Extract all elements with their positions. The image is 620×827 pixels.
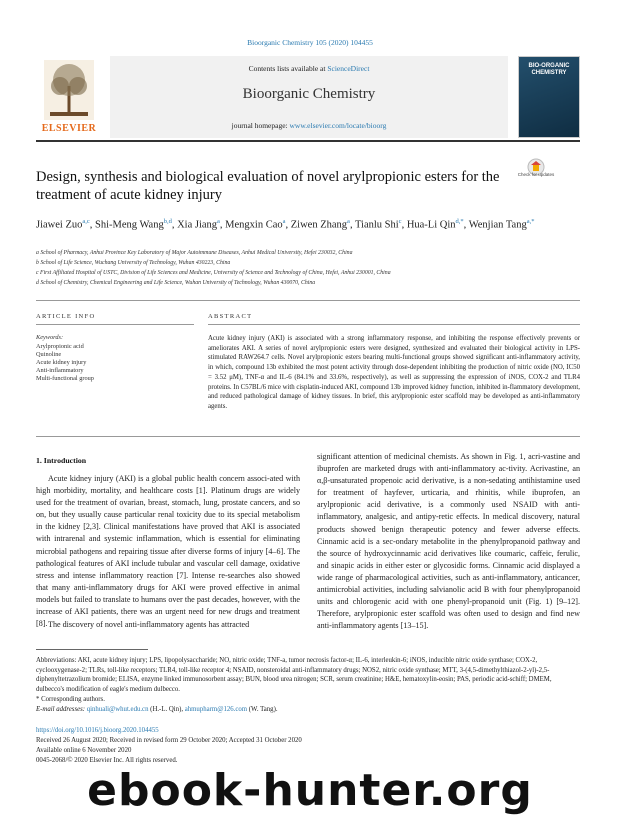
contents-line xyxy=(110,64,508,73)
keyword-item: Quinoline xyxy=(36,351,62,358)
doi-link[interactable]: https://doi.org/10.1016/j.bioorg.2020.104455 xyxy=(36,727,159,734)
watermark: ebook-hunter.org xyxy=(87,765,533,816)
header-rule xyxy=(36,140,580,142)
check-for-updates-label: Check for updates xyxy=(517,172,555,177)
abstract-heading: ABSTRACT xyxy=(208,313,253,320)
abstract-text: Acute kidney injury (AKI) is associated with a strong inflammatory response, and inhibiting the response effectively prevents or ameliorates AKI. A series of novel arylpropionic esters were designed, synthesized and evaluated their biological activity in LPS-stimulated RAW264.7 cells. Novel arylpropionic esters bearing multi-functional groups showed significant anti-inflammatory activity, in which, compound 13b exhibited the most potent activity through dose-dependent inhibiting the production of nitric oxide (NO, IC50 = 3.52 μM), TNF-α and IL-6 (84.1% and 33.6%, respectively), as well as suppressing the expression of iNOS, COX-2 and TLR4 proteins. In C57BL/6 mice with cisplatin-induced AKI, compound 13b improved kidney function, inhibited in-flammatory development, and reduced pathological damage of kidney tissues. In brief, this arylpropionic ester scaffold may be developed as anti-inflammatory agents. xyxy=(208,335,580,410)
author-name: Shi-Meng Wang xyxy=(95,219,164,231)
affiliation-b: b School of Life Science, Wuchang University of Technology, Wuhan 430223, China xyxy=(36,260,231,266)
affiliation-rule xyxy=(36,300,580,301)
author-name: Mengxin Cao xyxy=(225,219,283,231)
online-date: Available online 6 November 2020 xyxy=(36,747,132,754)
keywords-label: Keywords: xyxy=(36,334,64,341)
author-list: Jiawei Zuo$^{a,c}$, Shi-Meng Wang$^{b,d}$, Xia Jiang$^a$, Mengxin Cao$^a$, Ziwen Zhang$^a$, Tianlu Shi$^c$, Hua-Li Qin$^{d,*}$, Wenjian Tang$^{a,*}$ xyxy=(36,218,535,231)
email-prefix: E-mail addresses: xyxy=(36,706,87,713)
abstract-rule xyxy=(208,324,580,325)
author-name: Ziwen Zhang xyxy=(290,219,348,231)
elsevier-wordmark: ELSEVIER xyxy=(41,123,97,134)
article-title: Design, synthesis and biological evaluation of novel arylpropionic esters for the treatment of acute kidney injury xyxy=(36,169,500,203)
keyword-item: Arylpropionic acid xyxy=(36,343,84,350)
keyword-item: Anti-inflammatory xyxy=(36,367,84,374)
affiliation-c: c First Affiliated Hospital of USTC, Division of Life Sciences and Medicine, University of Science and Technology of China, Hefei, Anhui 230001, China xyxy=(36,270,391,276)
sciencedirect-link[interactable]: ScienceDirect xyxy=(327,64,370,73)
affiliation-d: d School of Chemistry, Chemical Engineering and Life Science, Wuhan University of Technology, Wuhan 430070, China xyxy=(36,280,316,286)
intro-right-column: significant attention of medicinal chemists. As shown in Fig. 1, acri-vastine and ibuprofen are marketed drugs with anti-inflammatory ac-tivity. Acrivastine, an α,β-unsaturated propenoic acid derivative, is a non-sedating antihistamine used for treatment of hayfever, urticaria, and rhinitis, while ibuprofen, an arylpropionic acid derivative, is a commonly used NSAID with anti-inflammatory, analgesic, and antipy-retic effects. In medical discovery, natural products showed benign therapeutic potency and fewer adverse effects. Cinnamic acid is a sec-ondary metabolite in the phenylpropanoid pathway and the source of hydroxycinnamic acid derivatives like coumaric, caffeic, ferulic, and sinapic acids in either ester or glycosidic forms. Cinnamic acid displayed a wide range of pharmacological activities, such as anti-inflammatory, anticancer, antimicrobial activities, including salvianolic acid B with four phenylpropanoid units and chlorogenic acid with one phenyl-propanoid unit (Fig. 1) [9–12]. Therefore, arylpropionic ester scaffold was often used to design and find new anti-inflammatory agents [13–15]. xyxy=(317,452,580,631)
abbreviations-footnote: Abbreviations: AKI, acute kidney injury; LPS, lipopolysaccharide; NO, nitric oxide; TNF-a, tumor necrosis factor-α; IL-6, interleukin-6; iNOS, inducible nitric oxide synthase; COX-2, cyclooxygenase-2; TLRs, toll-like receptors; TLR4, toll-like receptor 4; NSAID, nonsteroidal anti-inflammatory drugs; NOS2, nitric oxide synthase; MTT, 3-(4,5-dimethylthiazol-2-yl)-2,5-diphenyltetrazolium bromide; ELISA, enzyme linked immunosorbent assay; BUN, blood urea nitrogen; SCR, serum creatinine; H&E, hematoxylin-eosin; PAS, periodic acid-schiff; DMEM, dulbecco's modification of eagle's medium dulbecco. xyxy=(36,657,552,693)
journal-reference[interactable]: Bioorganic Chemistry 105 (2020) 104455 xyxy=(247,38,373,47)
author-affiliation-mark[interactable]: c xyxy=(398,218,402,225)
journal-cover-title: BIO-ORGANIC CHEMISTRY xyxy=(528,63,570,76)
email-link[interactable]: ahmupharm@126.com xyxy=(184,706,248,713)
email-footnote xyxy=(36,705,580,715)
journal-name: Bioorganic Chemistry xyxy=(242,86,376,102)
author-affiliation-mark[interactable]: a xyxy=(347,218,350,225)
introduction-heading: 1. Introduction xyxy=(36,456,87,465)
intro-paragraph-1: Acute kidney injury (AKI) is a global public health concern associ-ated with high morbidity, mortality, and healthcare costs [1]. Platinum drugs are widely used for the treatment of ovarian, breast, stomach, lung, prostate cancers, and so on, but they usually cause particular renal toxicity due to its special metabolism in the kidney [2,3]. Clinical manifestations have proved that AKI is associated with intrarenal and systemic inflammation, which is essential for eliminating microbial pathogens and repairing tissue after diverse forms of injury [4–6]. The pathological features of AKI include tubular and vascular cell damage, oxidative stress and intense inflammatory reaction [7]. Intense re-searches also showed that many anti-inflammatory drugs for AKI were proved effective in animal models but failed to translate to humans over the past decades, however, with the increase of AKI patients, there was an urgent need for new drugs and treatment [8]. xyxy=(36,474,300,629)
contents-prefix: Contents lists available at xyxy=(248,64,328,73)
homepage-line xyxy=(110,121,508,130)
homepage-prefix: journal homepage: xyxy=(231,121,290,130)
article-info-heading: ARTICLE INFO xyxy=(36,313,96,320)
email-owner: (H.-L. Qin), xyxy=(148,706,185,713)
keyword-item: Multi-functional group xyxy=(36,375,94,382)
homepage-link[interactable]: www.elsevier.com/locate/bioorg xyxy=(289,121,387,130)
received-dates: Received 26 August 2020; Received in revised form 29 October 2020; Accepted 31 October 2020 xyxy=(36,737,302,744)
keyword-item: Acute kidney injury xyxy=(36,359,87,366)
author-name: Hua-Li Qin xyxy=(406,219,456,231)
email-owner: (W. Tang). xyxy=(247,706,278,713)
author-affiliation-mark[interactable]: a,c xyxy=(82,218,90,225)
author-name: Tianlu Shi xyxy=(355,219,399,231)
article-info-rule xyxy=(36,324,194,325)
author-affiliation-mark[interactable]: a,* xyxy=(526,218,535,225)
corresponding-footnote: * Corresponding authors. xyxy=(36,696,105,703)
affiliation-a: a School of Pharmacy, Anhui Province Key Laboratory of Major Autoimmune Diseases, Anhui Medical University, Hefei 230032, China xyxy=(36,250,353,256)
copyright: 0045-2068/© 2020 Elsevier Inc. All rights reserved. xyxy=(36,757,178,764)
author-name: Xia Jiang xyxy=(177,219,218,231)
author-name: Jiawei Zuo xyxy=(36,219,83,231)
author-affiliation-mark[interactable]: a xyxy=(217,218,220,225)
intro-paragraph-2: The discovery of novel anti-inflammatory agents has attracted xyxy=(48,620,250,629)
author-affiliation-mark[interactable]: a xyxy=(282,218,286,225)
email-link[interactable]: qinhuali@whut.edu.cn xyxy=(86,706,149,713)
author-name: Wenjian Tang xyxy=(468,219,527,231)
footnote-rule xyxy=(36,649,148,650)
author-affiliation-mark[interactable]: b,d xyxy=(163,218,172,225)
author-affiliation-mark[interactable]: d,* xyxy=(455,218,464,225)
abstract-bottom-rule xyxy=(36,436,580,437)
